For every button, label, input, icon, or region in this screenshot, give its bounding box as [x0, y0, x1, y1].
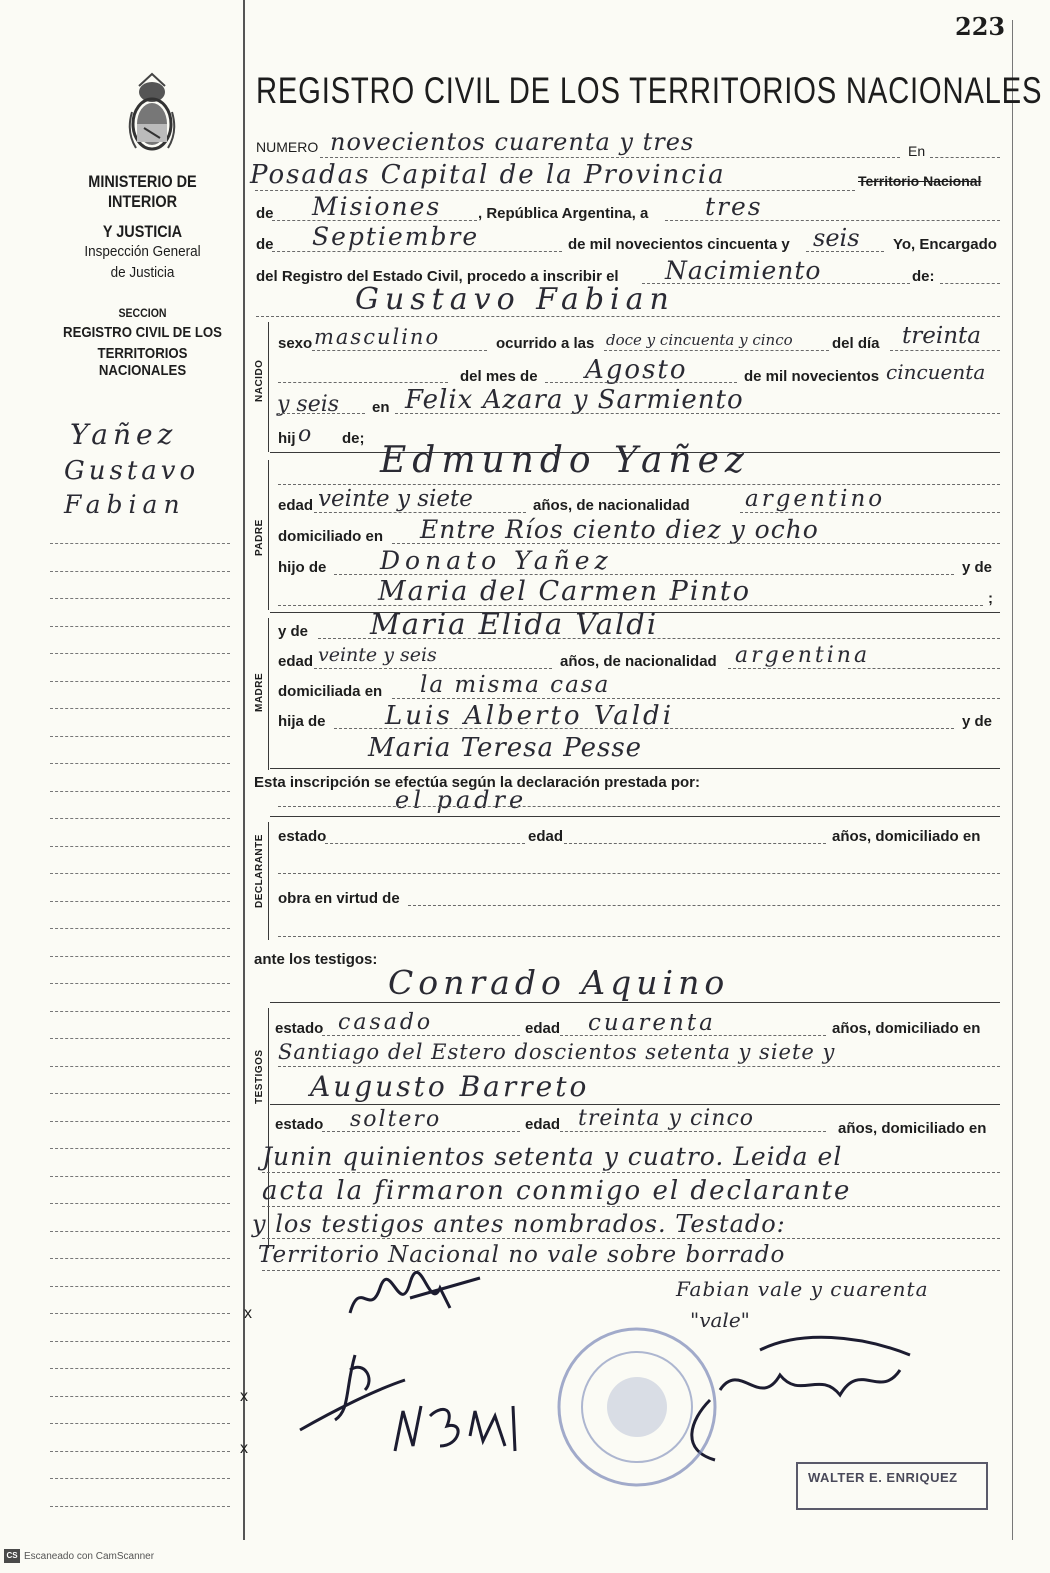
stub-line — [50, 708, 230, 709]
stub-line — [50, 1451, 230, 1452]
hora-value: doce y cincuenta y cinco — [606, 331, 793, 349]
de3-label: de: — [912, 268, 935, 285]
child-name: Gustavo Fabian — [355, 282, 675, 317]
testigo2-estado-label: estado — [275, 1116, 324, 1133]
closing-line4: Fabian vale y cuarenta — [676, 1277, 929, 1301]
del-mes-label: del mes de — [460, 368, 538, 385]
de-label-nacido: de; — [342, 430, 365, 447]
madre-edad-label: edad — [278, 653, 314, 670]
yo-label: Yo, Encargado — [893, 236, 997, 253]
lugar-value: Felix Azara y Sarmiento — [405, 385, 744, 415]
testigo1-estado-value: casado — [338, 1010, 434, 1035]
testigo2-edad-value: treinta y cinco — [578, 1106, 755, 1131]
stub-line — [50, 1121, 230, 1122]
place-value: Posadas Capital de la Provincia — [250, 160, 726, 190]
stub-line — [50, 1176, 230, 1177]
del-dia-label: del día — [832, 335, 880, 352]
act-value: Nacimiento — [665, 256, 822, 285]
stub-line — [50, 901, 230, 902]
stub-line — [50, 1313, 230, 1314]
margin-firstname: Gustavo — [64, 456, 200, 486]
ministry-heading: MINISTERIO DE INTERIOR Y JUSTICIA — [88, 172, 197, 241]
en-label-nacido: en — [372, 399, 390, 416]
registro-label: del Registro del Estado Civil, procedo a inscribir el — [256, 268, 619, 285]
nacido-side-label: NACIDO — [254, 359, 265, 402]
signature-testigo2 — [385, 1396, 535, 1466]
stub-line — [50, 736, 230, 737]
declarante-obra-label: obra en virtud de — [278, 890, 400, 907]
testigo1-estado-label: estado — [275, 1020, 324, 1037]
stub-line — [50, 1368, 230, 1369]
padre-nacionalidad-label: años, de nacionalidad — [533, 497, 690, 514]
closing-line2: y los testigos antes nombrados. Testado: — [252, 1210, 786, 1238]
ocurrido-label: ocurrido a las — [496, 335, 595, 352]
de2-label: de — [256, 236, 274, 253]
madre-side-label: MADRE — [254, 672, 265, 712]
padre-side-label: PADRE — [254, 519, 265, 556]
padre-padre-nombre: Donato Yañez — [380, 546, 613, 575]
margin-middlename: Fabian — [64, 490, 186, 519]
numero-label: NUMERO — [256, 139, 319, 155]
padre-edad-value: veinte y siete — [318, 486, 473, 512]
stub-line — [50, 873, 230, 874]
numero-value: novecientos cuarenta y tres — [330, 128, 695, 156]
dia-value: treinta — [902, 323, 981, 349]
de-label: de — [256, 205, 274, 222]
madre-nombre: Maria Elida Valdi — [370, 607, 659, 641]
stub-line — [50, 1038, 230, 1039]
document-title: REGISTRO CIVIL DE LOS TERRITORIOS NACIONALES — [256, 70, 1043, 111]
anio-value2: y seis — [277, 392, 340, 417]
stub-line — [50, 846, 230, 847]
stub-line — [50, 1286, 230, 1287]
padre-nacionalidad-value: argentino — [745, 486, 886, 512]
stub-line — [50, 543, 230, 544]
official-seal-icon — [552, 1322, 722, 1492]
mes-value: Agosto — [585, 355, 688, 385]
madre-nacionalidad-label: años, de nacionalidad — [560, 653, 717, 670]
section-heading: SECCION REGISTRO CIVIL DE LOS TERRITORIOS NACIONALES — [63, 306, 222, 379]
republica-label: , República Argentina, a — [478, 205, 649, 222]
testigo2-nombre: Augusto Barreto — [310, 1070, 590, 1103]
signature-mark-x2: x — [240, 1388, 248, 1405]
year-value: seis — [813, 224, 860, 252]
stub-line — [50, 1011, 230, 1012]
stub-line — [50, 626, 230, 627]
testigos-intro: ante los testigos: — [254, 951, 378, 968]
stub-line — [50, 1341, 230, 1342]
testigo1-edad-value: cuarenta — [588, 1010, 716, 1036]
declarante-bracket — [268, 822, 269, 940]
madre-y-de-label2: y de — [962, 713, 993, 730]
stub-line — [50, 1066, 230, 1067]
closing-line5: "vale" — [690, 1308, 750, 1332]
stub-line — [50, 1396, 230, 1397]
stub-line — [50, 1506, 230, 1507]
testigo2-anios-label: años, domiciliado en — [838, 1120, 987, 1137]
padre-edad-label: edad — [278, 497, 314, 514]
stub-line — [50, 1093, 230, 1094]
padre-y-de-label: y de — [962, 559, 993, 576]
signature-mark-x1: x — [244, 1305, 252, 1322]
stub-line — [50, 1423, 230, 1424]
declarante-value: el padre — [395, 786, 528, 814]
stub-line — [50, 1203, 230, 1204]
officer-stamp-text: WALTER E. ENRIQUEZ — [808, 1470, 958, 1485]
sexo-value: masculino — [314, 325, 441, 349]
margin-surname: Yañez — [70, 418, 178, 451]
coat-of-arms-icon — [124, 72, 180, 156]
hijo-label: hij — [278, 430, 296, 447]
testigo1-edad-label: edad — [525, 1020, 561, 1037]
testigo2-estado-value: soltero — [350, 1107, 442, 1132]
testigo1-domicilio: Santiago del Estero doscientos setenta y siete y — [278, 1040, 836, 1064]
territorio-label: Territorio Nacional — [858, 173, 982, 189]
closing-line1: acta la firmaron conmigo el declarante — [262, 1176, 852, 1206]
madre-padre-nombre: Luis Alberto Valdi — [385, 701, 675, 731]
stub-line — [50, 818, 230, 819]
declarante-anios-label: años, domiciliado en — [832, 828, 981, 845]
signature-declarante — [340, 1268, 520, 1328]
stub-line — [50, 928, 230, 929]
camscanner-logo-icon: CS — [4, 1549, 20, 1563]
sexo-label: sexo — [278, 335, 313, 352]
mil-label-nacido: de mil novecientos — [744, 368, 880, 385]
stub-line — [50, 791, 230, 792]
declarante-edad-label: edad — [528, 828, 564, 845]
nacido-bracket — [268, 322, 269, 452]
stub-line — [50, 1478, 230, 1479]
stub-line — [50, 598, 230, 599]
anio-value: cincuenta — [886, 360, 986, 384]
padre-nombre: Edmundo Yañez — [380, 440, 750, 481]
stub-line — [50, 1148, 230, 1149]
padre-domicilio-label: domiciliado en — [278, 528, 384, 545]
madre-edad-value: veinte y seis — [318, 644, 437, 666]
declarante-estado-label: estado — [278, 828, 327, 845]
stub-line — [50, 956, 230, 957]
stub-line — [50, 653, 230, 654]
scanner-footer: CS Escaneado con CamScanner — [4, 1549, 154, 1563]
madre-hija-de-label: hija de — [278, 713, 326, 730]
hijo-value: o — [298, 422, 312, 447]
madre-y-de-label: y de — [278, 623, 309, 640]
padre-hijo-de-label: hijo de — [278, 559, 327, 576]
stub-line — [50, 763, 230, 764]
madre-madre-nombre: Maria Teresa Pesse — [368, 733, 643, 763]
signature-mark-x3: x — [240, 1440, 248, 1457]
padre-semicolon: ; — [988, 590, 993, 607]
padre-madre-nombre: Maria del Carmen Pinto — [378, 576, 751, 607]
stub-line — [50, 571, 230, 572]
madre-domicilio-value: la misma casa — [420, 672, 611, 698]
madre-nacionalidad-value: argentina — [735, 643, 871, 668]
closing-line3: Territorio Nacional no vale sobre borrado — [258, 1242, 786, 1268]
mil-label: de mil novecientos cincuenta y — [568, 236, 790, 253]
testigo2-domicilio: Junin quinientos setenta y cuatro. Leida el — [262, 1142, 843, 1171]
madre-bracket — [268, 618, 269, 770]
officer-stamp — [796, 1462, 988, 1510]
province-value: Misiones — [312, 192, 442, 221]
month-value: Septiembre — [312, 222, 480, 251]
stub-line — [50, 983, 230, 984]
stub-line — [50, 1258, 230, 1259]
testigo1-anios-label: años, domiciliado en — [832, 1020, 981, 1037]
declarante-side-label: DECLARANTE — [254, 834, 265, 908]
stub-line — [50, 681, 230, 682]
padre-bracket — [268, 460, 269, 610]
en-label: En — [908, 143, 926, 159]
testigos-side-label: TESTIGOS — [254, 1049, 265, 1104]
madre-domicilio-label: domiciliada en — [278, 683, 383, 700]
inspection-heading: Inspección General de Justicia — [84, 243, 201, 281]
page-number: 223 — [955, 12, 1006, 41]
stub-line — [50, 1231, 230, 1232]
day-value: tres — [705, 192, 763, 221]
declarante-intro: Esta inscripción se efectúa según la declaración prestada por: — [254, 774, 700, 791]
padre-domicilio-value: Entre Ríos ciento diez y ocho — [420, 515, 819, 544]
testigo2-edad-label: edad — [525, 1116, 561, 1133]
right-border — [1012, 20, 1013, 1540]
testigo1-nombre: Conrado Aquino — [388, 963, 730, 1002]
